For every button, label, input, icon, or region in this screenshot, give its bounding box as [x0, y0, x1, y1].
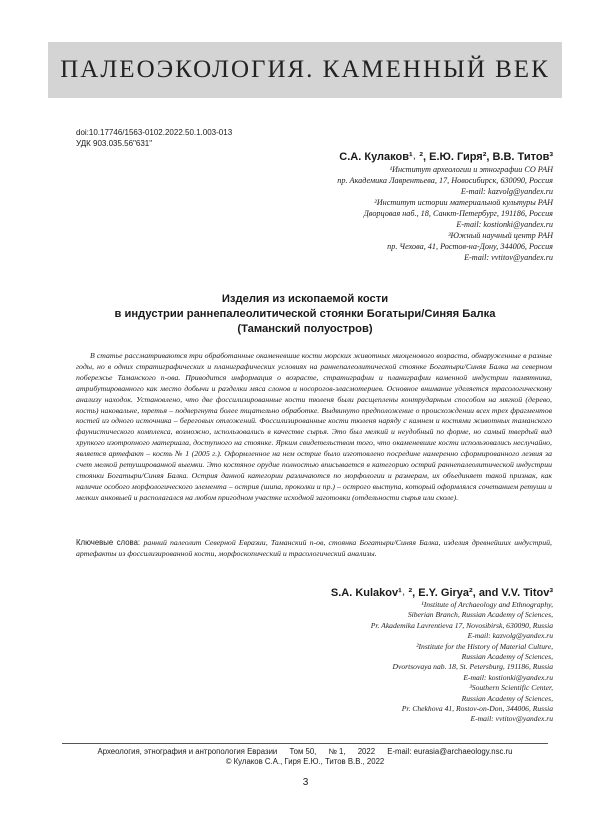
section-title: ПАЛЕОЭКОЛОГИЯ. КАМЕННЫЙ ВЕК [60, 56, 550, 83]
affiliation-email: E-mail: kostionki@yandex.ru [456, 220, 553, 229]
affiliation-email: E-mail: vvtitov@yandex.ru [464, 253, 553, 262]
section-banner [48, 42, 562, 98]
affiliation-line: Siberian Branch, Russian Academy of Sciences, [407, 610, 553, 620]
article-title [60, 292, 550, 337]
title-line: Изделия из ископаемой кости [221, 293, 389, 305]
footer-journal-line [62, 747, 548, 757]
footer-journal: Археология, этнография и антропология Евразии [97, 747, 278, 756]
keywords [76, 538, 552, 560]
affiliation-line: Pr. Akademika Lavrentieva 17, Novosibirsk, 630090, Russia [370, 620, 553, 630]
affiliation-line: пр. Академика Лаврентьева, 17, Новосибирск, 630090, Россия [337, 176, 553, 185]
footer-issue: № 1, [328, 747, 346, 756]
affiliation-email: E-mail: vvtitov@yandex.ru [470, 714, 553, 724]
footer-copyright: © Кулаков С.А., Гиря Е.Ю., Титов В.В., 2022 [225, 757, 385, 766]
keywords-text: ранний палеолит Северной Евразии, Таманский п-ов, стоянка Богатыри/Синяя Балка, изделия древнейших индустрий, артефакты из фоссилизированной кости, морфоскопический и трасологический анализы. [76, 538, 553, 558]
affiliation-email: E-mail: kazvolg@yandex.ru [467, 631, 553, 641]
footer-divider [62, 743, 548, 744]
affiliation-line: Russian Academy of Sciences, [461, 693, 553, 703]
udk: УДК 903.035.56"631" [76, 139, 153, 148]
affiliation-line: Russian Academy of Sciences, [461, 652, 553, 662]
affiliation-line: ¹Институт археологии и этнографии СО РАН [389, 165, 553, 174]
affiliation-line: ²Институт истории материальной культуры РАН [374, 198, 553, 207]
title-line: (Таманский полуостров) [237, 323, 373, 335]
affiliation-line: ²Institute for the History of Material Culture, [416, 641, 553, 651]
affiliation-line: пр. Чехова, 41, Ростов-на-Дону, 344006, Россия [387, 242, 553, 251]
authors-en-block [331, 586, 553, 725]
authors-ru-names: С.А. Кулаков¹˒ ², Е.Ю. Гиря², В.В. Титов³ [339, 151, 553, 163]
footer-volume: Том 50, [289, 747, 317, 756]
footer-email: E-mail: eurasia@archaeology.nsc.ru [387, 747, 513, 756]
footer-year: 2022 [357, 747, 376, 756]
affiliation-email: E-mail: kazvolg@yandex.ru [460, 187, 553, 196]
authors-en-names: S.A. Kulakov¹˒ ², E.Y. Girya², and V.V. Titov³ [330, 587, 553, 599]
keywords-label: Ключевые слова: [76, 538, 141, 547]
affiliation-line: Дворцовая наб., 18, Санкт-Петербург, 191186, Россия [363, 209, 553, 218]
affiliation-line: Dvortsovaya nab. 18, St. Petersburg, 191186, Russia [392, 662, 553, 672]
authors-ru-block [337, 150, 553, 263]
affiliation-line: ³Southern Scientific Center, [469, 683, 553, 693]
affiliation-email: E-mail: kostionki@yandex.ru [463, 672, 553, 682]
page-number: 3 [302, 777, 309, 788]
article-meta [76, 127, 232, 149]
abstract-text: В статье рассматриваются три обработанные окаменевшие кости морских животных миоценового возраста, обнаруженные в разные годы, но в одних стратиграфических и планиграфических условиях на раннепалеолитической стоянке Богатыри/Синяя Балка на северном побережье Таманского п-ова. Приводится информация о возрасте, стратиграфии и планиграфии каменной индустрии памятника, атрибутированного как место добычи и разделки мяса слонов и носорогов-эласмотериев. Основное внимание уделяется трасологическому анализу находок. Установлено, что две фоссилизированные кости тюленя были расщеплены контрударным способом на мягкой (дерево, кость) наковальне, третья – подвергнута более тщательно обработке. Выдвинуто предположение о происхождении всех трех фрагментов костей из одного источника – береговых отложений. Фоссилизированные кости тюленя наряду с камнем и костями животных таманского фаунистического комплекса, возможно, использовались в качестве сырья. Это был мелкий и неудобный по форме, но самый твердый вид хрупкого изотропного материала, доступного на стоянке. Ярким свидетельством того, что окаменевшие кости использовались неслучайно, является артефакт – кость № 1 (2005 г.). Оформленное на нем острие было изготовлено посредине намеренно сформированного лезвия за счет мелкой ретушированной выемки. Это костяное орудие полностью вписывается в категорию острий раннепалеолитической индустрии стоянки Богатыри/Синяя Балка. Острия данной категории различаются по морфологии и размерам, их объединяет такой признак, как наличие особого морфологического элемента – острия (шипа, проколки и пр.) – острого выступа, который оформлялся сочетанием ретуши и мелких анковыей и располагался на любом пригодном участке исходной заготовки (отдельности сырья или сколе). [76, 351, 552, 502]
doi: doi:10.17746/1563-0102.2022.50.1.003-013 [76, 128, 233, 137]
title-line: в индустрии раннепалеолитической стоянки Богатыри/Синяя Балка [114, 308, 496, 320]
affiliation-line: Pr. Chekhova 41, Rostov-on-Don, 344006, Russia [401, 704, 553, 714]
affiliation-line: ¹Institute of Archaeology and Ethnography, [421, 600, 553, 609]
affiliation-line: ³Южный научный центр РАН [448, 231, 553, 240]
abstract [76, 351, 552, 504]
